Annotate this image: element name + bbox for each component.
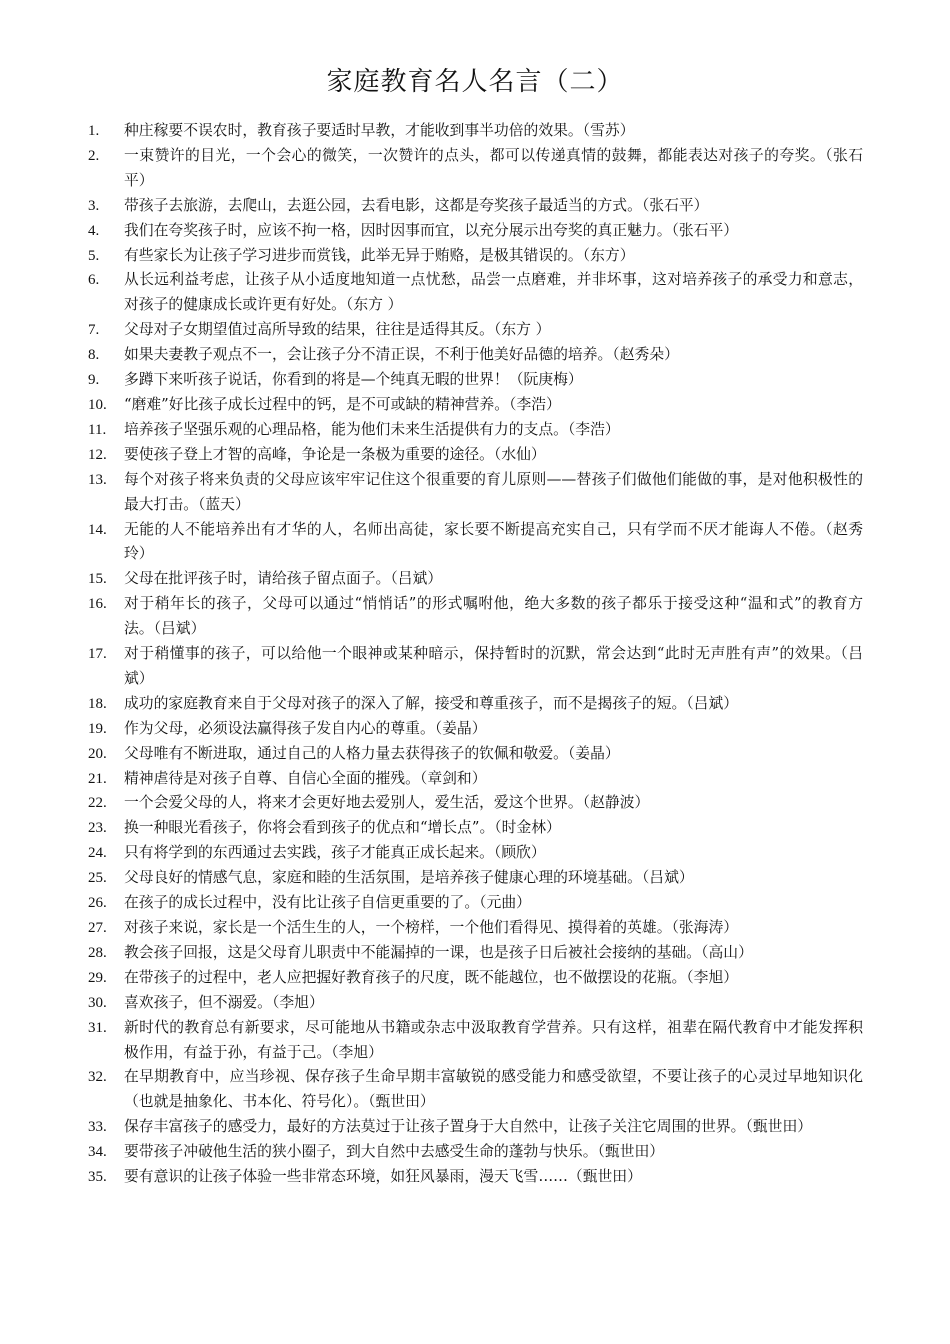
quote-item (88, 717, 863, 742)
quote-number: 30. (88, 994, 107, 1011)
quote-number: 23. (88, 820, 107, 837)
quote-text: 种庄稼要不误农时，教育孩子要适时早教，才能收到事半功倍的效果。（雪苏） (124, 122, 635, 139)
quote-text: 在孩子的成长过程中，没有比让孩子自信更重要的了。（元曲） (124, 894, 531, 912)
quote-number: 22. (88, 795, 107, 812)
quote-number: 8. (88, 347, 100, 364)
quote-text: 要使孩子登上才智的高峰，争论是一条极为重要的途径。（水仙） (124, 445, 546, 463)
quote-item (88, 368, 863, 393)
quote-item (88, 244, 863, 269)
quote-item (88, 991, 863, 1016)
quote-number: 4. (88, 222, 100, 239)
quote-number: 6. (88, 272, 100, 289)
quote-text: 要带孩子冲破他生活的狭小圈子，到大自然中去感受生命的蓬勃与快乐。（甄世田） (124, 1143, 665, 1161)
quote-number: 13. (88, 471, 107, 488)
quote-number: 35. (88, 1169, 107, 1186)
quote-item (88, 1016, 863, 1066)
quote-item (88, 468, 863, 518)
quote-item (88, 1115, 863, 1140)
quote-item (88, 343, 863, 368)
quote-number: 21. (88, 770, 107, 787)
quote-number: 1. (88, 123, 100, 139)
quote-text: 父母对子女期望值过高所导致的结果，往往是适得其反。（东方 ） (124, 321, 551, 339)
quote-item (88, 816, 863, 841)
quote-text: 培养孩子坚强乐观的心理品格，能为他们未来生活提供有力的支点。（李浩） (124, 420, 620, 438)
quote-text: 只有将学到的东西通过去实践，孩子才能真正成长起来。（顾欣） (124, 844, 546, 862)
quote-text: 对孩子来说，家长是一个活生生的人，一个榜样，一个他们看得见、摸得着的英雄。（张海涛） (124, 919, 739, 936)
quote-text: “磨难”好比孩子成长过程中的钙，是不可或缺的精神营养。（李浩） (124, 395, 561, 413)
quote-text: 父母唯有不断进取，通过自己的人格力量去获得孩子的钦佩和敬爱。（姜晶） (124, 744, 620, 762)
quote-item (88, 692, 863, 717)
quote-text: 在带孩子的过程中，老人应把握好教育孩子的尺度，既不能越位，也不做摆设的花瓶。（李旭） (124, 968, 739, 986)
quote-item (88, 966, 863, 991)
quote-item (88, 891, 863, 916)
quote-item (88, 1165, 863, 1190)
quote-text: 保存丰富孩子的感受力，最好的方法莫过于让孩子置身于大自然中，让孩子关注它周围的世界。（甄世田） (124, 1118, 813, 1136)
quote-item (88, 194, 863, 219)
quote-item (88, 642, 863, 692)
quote-text: 一个会爱父母的人，将来才会更好地去爱别人，爱生活，爱这个世界。（赵静波） (124, 794, 650, 812)
quote-item (88, 791, 863, 816)
quote-item (88, 592, 863, 642)
quote-text: 有些家长为让孩子学习进步而赏钱，此举无异于贿赂，是极其错误的。（东方） (124, 246, 635, 264)
quote-item (88, 318, 863, 343)
quote-item (88, 393, 863, 418)
quote-number: 19. (88, 720, 107, 737)
quote-text: 喜欢孩子，但不溺爱。（李旭） (124, 993, 324, 1011)
quote-item (88, 1065, 863, 1115)
quote-number: 31. (88, 1019, 107, 1036)
quote-text: 对于稍年长的孩子，父母可以通过“悄悄话”的形式嘱咐他，绝大多数的孩子都乐于接受这种“温和式”的教育方法。（吕斌） (124, 595, 863, 638)
quote-number: 7. (88, 322, 100, 339)
quote-number: 5. (88, 247, 100, 264)
quote-number: 16. (88, 596, 107, 613)
quote-item (88, 144, 863, 194)
quote-number: 3. (88, 197, 100, 214)
quote-item (88, 916, 863, 941)
quote-number: 11. (88, 421, 107, 438)
quote-text: 在早期教育中，应当珍视、保存孩子生命早期丰富敏锐的感受能力和感受欲望，不要让孩子的心灵过早地知识化（也就是抽象化、书本化、符号化）。（甄世田） (124, 1068, 863, 1111)
quote-text: 换一种眼光看孩子，你将会看到孩子的优点和“增长点”。（时金林） (124, 819, 561, 837)
quote-item (88, 767, 863, 792)
quote-item (88, 742, 863, 767)
quote-text: 成功的家庭教育来自于父母对孩子的深入了解，接受和尊重孩子，而不是揭孩子的短。（吕斌） (124, 694, 739, 712)
quote-number: 14. (88, 521, 107, 538)
quote-text: 一束赞许的目光，一个会心的微笑，一次赞许的点头，都可以传递真情的鼓舞，都能表达对孩子的夸奖。（张石平） (124, 146, 863, 189)
quote-number: 34. (88, 1144, 107, 1161)
quote-number: 17. (88, 646, 107, 663)
quote-text: 父母在批评孩子时，请给孩子留点面子。（吕斌） (124, 570, 443, 588)
page-title: 家庭教育名人名言（二） (326, 67, 624, 97)
quote-text: 精神虐待是对孩子自尊、自信心全面的摧残。（章剑和） (124, 769, 487, 787)
quote-item (88, 219, 863, 244)
quote-text: 多蹲下来听孩子说话，你看到的将是—个纯真无暇的世界！（阮庚梅） (124, 371, 583, 389)
quote-number: 9. (88, 372, 100, 389)
quote-text: 要有意识的让孩子体验一些非常态环境，如狂风暴雨，漫天飞雪……（甄世田） (124, 1168, 642, 1186)
quote-item (88, 443, 863, 468)
quote-item (88, 567, 863, 592)
quote-text: 无能的人不能培养出有才华的人，名师出高徒，家长要不断提高充实自己，只有学而不厌才能诲人不倦。（赵秀玲） (124, 520, 863, 563)
quote-item (88, 418, 863, 443)
quote-number: 10. (88, 396, 107, 413)
quote-item (88, 119, 863, 144)
quote-number: 12. (88, 446, 107, 463)
quote-item (88, 1140, 863, 1165)
quote-number: 29. (88, 969, 107, 986)
quote-number: 33. (88, 1119, 107, 1136)
quote-text: 父母良好的情感气息，家庭和睦的生活氛围，是培养孩子健康心理的环境基础。（吕斌） (124, 869, 694, 887)
quote-text: 从长远利益考虑，让孩子从小适度地知道一点忧愁，品尝一点磨难，并非坏事，这对培养孩子的承受力和意志，对孩子的健康成长或许更有好处。（东方 ） (124, 271, 863, 314)
quote-list (88, 119, 863, 1190)
quote-number: 18. (88, 695, 107, 712)
quote-item (88, 518, 863, 568)
quote-text: 每个对孩子将来负责的父母应该牢牢记住这个很重要的育儿原则——替孩子们做他们能做的事，是对他积极性的最大打击。（蓝天） (124, 470, 863, 513)
quote-number: 15. (88, 571, 107, 588)
quote-item (88, 841, 863, 866)
quote-number: 32. (88, 1069, 107, 1086)
quote-text: 作为父母，必须设法赢得孩子发自内心的尊重。（姜晶） (124, 719, 487, 737)
quote-item (88, 268, 863, 318)
quote-item (88, 941, 863, 966)
quote-item (88, 866, 863, 891)
quote-number: 28. (88, 944, 107, 961)
quote-text: 如果夫妻教子观点不一，会让孩子分不清正误，不利于他美好品德的培养。（赵秀朵） (124, 346, 679, 364)
quote-number: 2. (88, 147, 100, 164)
quote-text: 教会孩子回报，这是父母育儿职责中不能漏掉的一课，也是孩子日后被社会接纳的基础。（高山） (124, 943, 753, 961)
quote-text: 带孩子去旅游，去爬山，去逛公园，去看电影，这都是夸奖孩子最适当的方式。（张石平） (124, 196, 709, 214)
quote-text: 我们在夸奖孩子时，应该不拘一格，因时因事而宜，以充分展示出夸奖的真正魅力。（张石平） (124, 221, 739, 239)
quote-number: 20. (88, 745, 107, 762)
quote-text: 对于稍懂事的孩子，可以给他一个眼神或某种暗示，保持暂时的沉默，常会达到“此时无声胜有声”的效果。（吕斌） (124, 645, 863, 687)
quote-number: 24. (88, 845, 107, 862)
quote-number: 27. (88, 920, 107, 936)
quote-text: 新时代的教育总有新要求，尽可能地从书籍或杂志中汲取教育学营养。只有这样，祖辈在隔代教育中才能发挥积极作用，有益于孙，有益于己。（李旭） (124, 1018, 863, 1061)
quote-number: 25. (88, 870, 107, 887)
quote-number: 26. (88, 895, 107, 912)
